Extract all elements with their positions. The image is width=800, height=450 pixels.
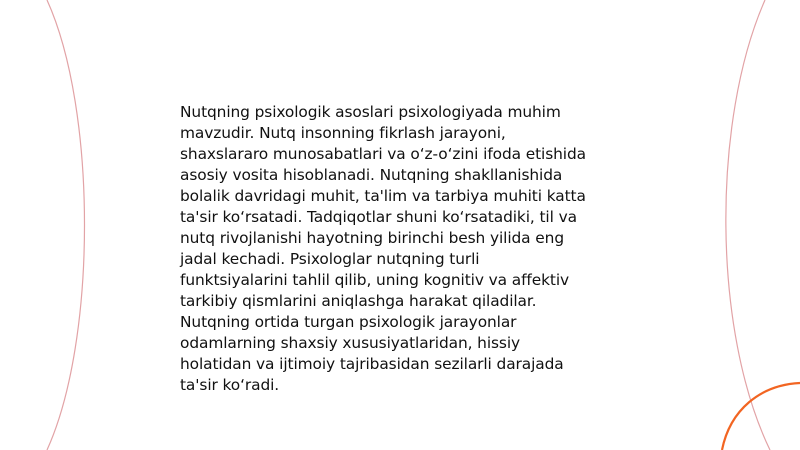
paragraph-line: Nutqning ortida turgan psixologik jarayonlar bbox=[180, 313, 517, 331]
paragraph-line: odamlarning shaxsiy xususiyatlaridan, hissiy bbox=[180, 334, 521, 352]
left-arc bbox=[47, 0, 85, 450]
paragraph-line: bolalik davridagi muhit, ta'lim va tarbiya muhiti katta bbox=[180, 187, 586, 205]
paragraph-line: Nutqning psixologik asoslari psixologiyada muhim bbox=[180, 103, 561, 121]
right-arc bbox=[726, 0, 770, 450]
paragraph-line: nutq rivojlanishi hayotning birinchi besh yilida eng bbox=[180, 229, 564, 247]
paragraph-line: tarkibiy qismlarini aniqlashga harakat qiladilar. bbox=[180, 292, 537, 310]
paragraph-line: shaxslararo munosabatlari va o‘z-o‘zini ifoda etishida bbox=[180, 145, 586, 163]
paragraph-line: jadal kechadi. Psixologlar nutqning turli bbox=[180, 250, 480, 268]
paragraph-line: mavzudir. Nutq insonning fikrlash jarayoni, bbox=[180, 124, 506, 142]
orange-arc bbox=[722, 383, 800, 450]
paragraph-line: holatidan va ijtimoiy tajribasidan sezilarli darajada bbox=[180, 355, 564, 373]
paragraph-line: ta'sir ko‘radi. bbox=[180, 376, 280, 394]
body-paragraph bbox=[180, 102, 620, 396]
paragraph-line: ta'sir ko‘rsatadi. Tadqiqotlar shuni ko‘rsatadiki, til va bbox=[180, 208, 577, 226]
paragraph-line: funktsiyalarini tahlil qilib, uning kognitiv va affektiv bbox=[180, 271, 570, 289]
paragraph-line: asosiy vosita hisoblanadi. Nutqning shakllanishida bbox=[180, 166, 563, 184]
